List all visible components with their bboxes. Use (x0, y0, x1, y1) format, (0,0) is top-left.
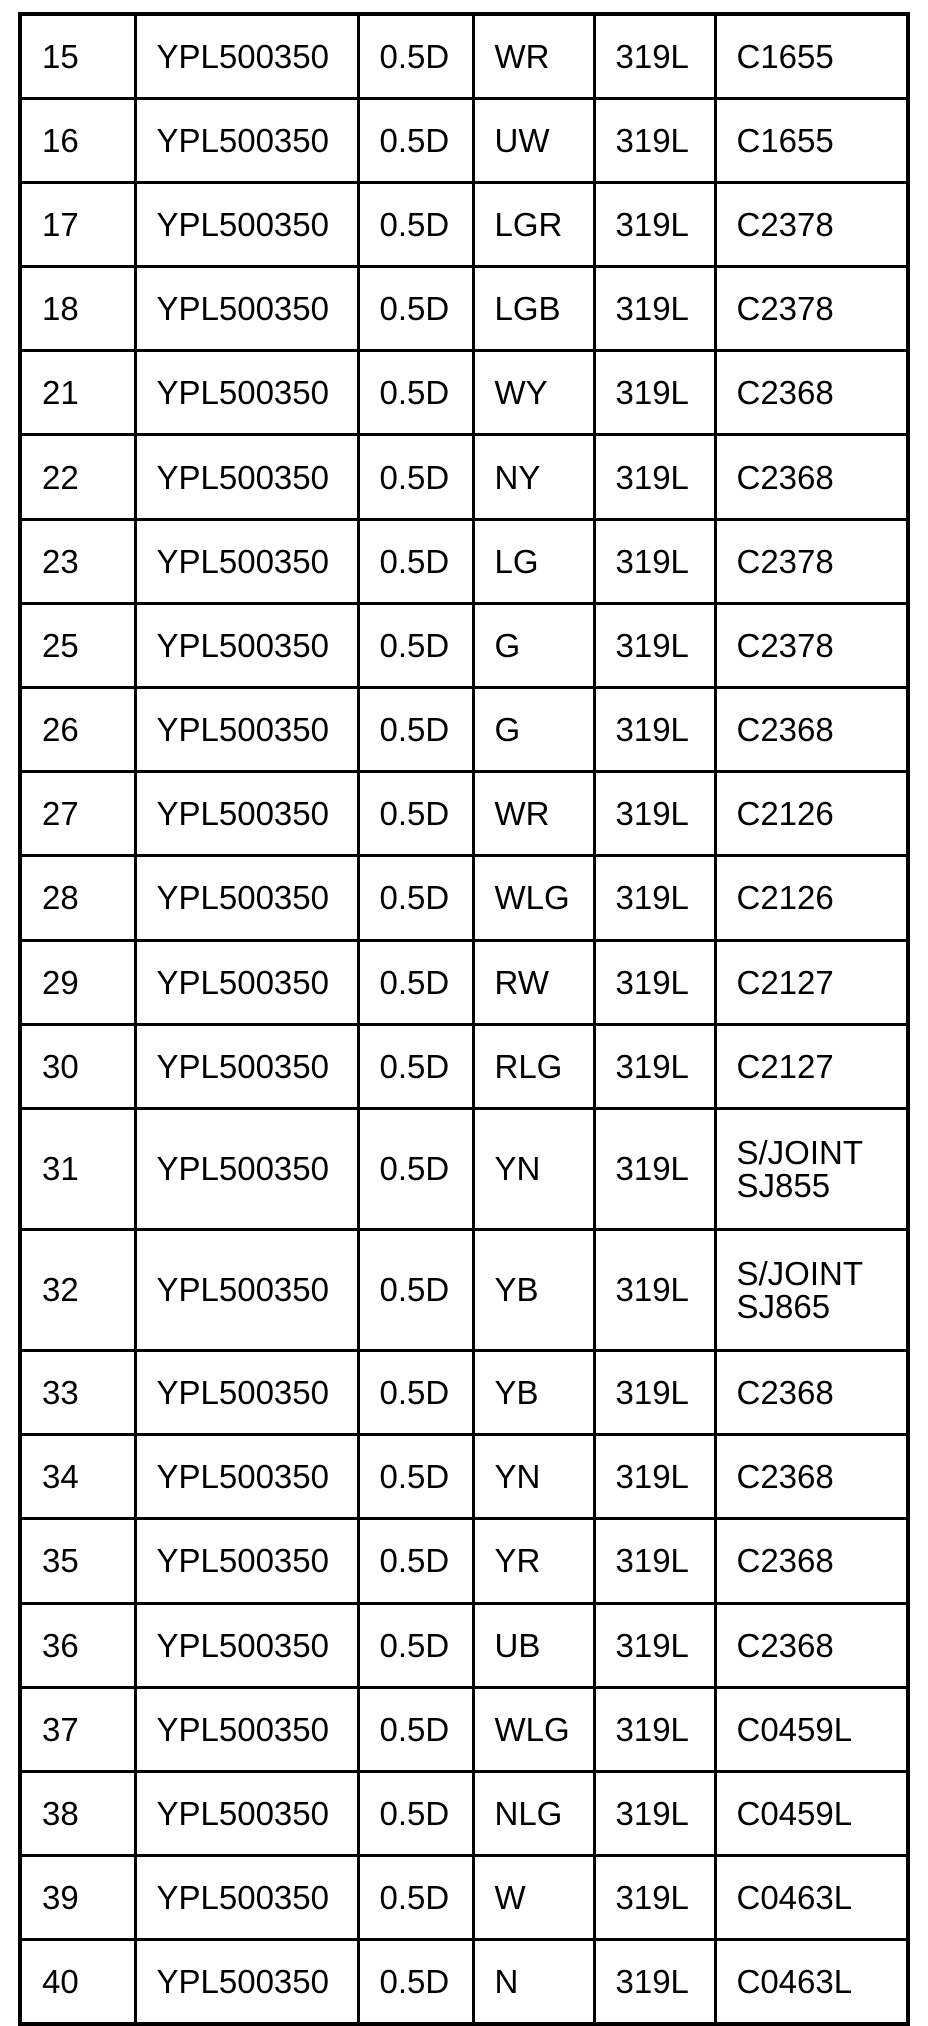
cell-destination: C0463L (715, 1856, 908, 1940)
cell-destination: C2368 (715, 1350, 908, 1434)
cell-wire-size: 0.5D (358, 1229, 473, 1350)
cell-wire-color: G (473, 603, 594, 687)
cell-row-number: 38 (20, 1771, 135, 1855)
cell-destination: C2378 (715, 519, 908, 603)
table-row (20, 1771, 908, 1855)
cell-wire-color: YN (473, 1108, 594, 1229)
cell-destination: C2368 (715, 1603, 908, 1687)
cell-part-number: YPL500350 (135, 267, 358, 351)
cell-part-number: YPL500350 (135, 1603, 358, 1687)
cell-row-number: 21 (20, 351, 135, 435)
table-row (20, 688, 908, 772)
cell-wire-size: 0.5D (358, 1940, 473, 2024)
cell-row-number: 16 (20, 98, 135, 182)
wire-table (18, 12, 910, 2026)
cell-part-number: YPL500350 (135, 1229, 358, 1350)
table-row (20, 1350, 908, 1434)
cell-wire-color: NY (473, 435, 594, 519)
cell-row-number: 30 (20, 1024, 135, 1108)
table-row (20, 1940, 908, 2024)
cell-wire-size: 0.5D (358, 772, 473, 856)
cell-row-number: 34 (20, 1435, 135, 1519)
cell-code: 319L (594, 1108, 715, 1229)
cell-destination (715, 1108, 908, 1229)
cell-destination: C2378 (715, 267, 908, 351)
table-row (20, 1435, 908, 1519)
cell-wire-color: WLG (473, 1687, 594, 1771)
cell-wire-size: 0.5D (358, 1687, 473, 1771)
cell-wire-size: 0.5D (358, 182, 473, 266)
table-row (20, 856, 908, 940)
cell-part-number: YPL500350 (135, 1108, 358, 1229)
cell-wire-size: 0.5D (358, 856, 473, 940)
cell-destination: C0459L (715, 1771, 908, 1855)
cell-row-number: 17 (20, 182, 135, 266)
cell-part-number: YPL500350 (135, 856, 358, 940)
cell-wire-size: 0.5D (358, 1771, 473, 1855)
cell-code: 319L (594, 1771, 715, 1855)
cell-part-number: YPL500350 (135, 519, 358, 603)
cell-destination: C2126 (715, 772, 908, 856)
cell-part-number: YPL500350 (135, 351, 358, 435)
cell-destination: C2368 (715, 435, 908, 519)
table-row (20, 1024, 908, 1108)
cell-part-number: YPL500350 (135, 1350, 358, 1434)
table-row (20, 1519, 908, 1603)
cell-destination (715, 1229, 908, 1350)
cell-part-number: YPL500350 (135, 98, 358, 182)
table-row (20, 772, 908, 856)
cell-destination: C2127 (715, 1024, 908, 1108)
cell-code: 319L (594, 940, 715, 1024)
destination-line: S/JOINT (736, 1133, 864, 1171)
destination-line: SJ865 (736, 1287, 831, 1325)
cell-wire-size: 0.5D (358, 688, 473, 772)
cell-part-number: YPL500350 (135, 1856, 358, 1940)
cell-row-number: 35 (20, 1519, 135, 1603)
cell-wire-size: 0.5D (358, 1024, 473, 1108)
cell-wire-size: 0.5D (358, 1350, 473, 1434)
cell-destination: C2368 (715, 688, 908, 772)
cell-part-number: YPL500350 (135, 14, 358, 98)
cell-code: 319L (594, 1435, 715, 1519)
cell-wire-size: 0.5D (358, 1603, 473, 1687)
cell-code: 319L (594, 1940, 715, 2024)
cell-wire-color: YB (473, 1229, 594, 1350)
cell-row-number: 39 (20, 1856, 135, 1940)
cell-row-number: 33 (20, 1350, 135, 1434)
cell-part-number: YPL500350 (135, 940, 358, 1024)
cell-wire-color: RLG (473, 1024, 594, 1108)
table-row (20, 98, 908, 182)
cell-destination: C2126 (715, 856, 908, 940)
cell-wire-size: 0.5D (358, 1519, 473, 1603)
cell-wire-color: WR (473, 772, 594, 856)
table-row (20, 351, 908, 435)
cell-wire-color: WY (473, 351, 594, 435)
table-row (20, 267, 908, 351)
table-row (20, 519, 908, 603)
cell-wire-color: N (473, 1940, 594, 2024)
cell-part-number: YPL500350 (135, 1024, 358, 1108)
cell-wire-color: WLG (473, 856, 594, 940)
cell-destination: C2378 (715, 182, 908, 266)
cell-destination: C2368 (715, 1435, 908, 1519)
cell-destination: C0463L (715, 1940, 908, 2024)
cell-row-number: 25 (20, 603, 135, 687)
cell-code: 319L (594, 1856, 715, 1940)
cell-wire-size: 0.5D (358, 940, 473, 1024)
cell-part-number: YPL500350 (135, 688, 358, 772)
cell-destination: C2378 (715, 603, 908, 687)
cell-row-number: 36 (20, 1603, 135, 1687)
cell-code: 319L (594, 1519, 715, 1603)
cell-code: 319L (594, 14, 715, 98)
cell-row-number: 32 (20, 1229, 135, 1350)
table-row (20, 182, 908, 266)
table-row (20, 14, 908, 98)
cell-row-number: 37 (20, 1687, 135, 1771)
cell-destination: C1655 (715, 98, 908, 182)
table-row (20, 435, 908, 519)
cell-part-number: YPL500350 (135, 603, 358, 687)
cell-code: 319L (594, 772, 715, 856)
cell-code: 319L (594, 182, 715, 266)
cell-wire-size: 0.5D (358, 267, 473, 351)
cell-wire-size: 0.5D (358, 98, 473, 182)
cell-row-number: 23 (20, 519, 135, 603)
cell-code: 319L (594, 1229, 715, 1350)
cell-wire-color: UB (473, 1603, 594, 1687)
table-row (20, 1856, 908, 1940)
cell-code: 319L (594, 435, 715, 519)
cell-wire-color: YB (473, 1350, 594, 1434)
table-row (20, 940, 908, 1024)
table-row (20, 1687, 908, 1771)
cell-part-number: YPL500350 (135, 435, 358, 519)
cell-code: 319L (594, 603, 715, 687)
cell-part-number: YPL500350 (135, 1519, 358, 1603)
cell-row-number: 18 (20, 267, 135, 351)
table-body (20, 14, 908, 2024)
cell-row-number: 40 (20, 1940, 135, 2024)
cell-part-number: YPL500350 (135, 1771, 358, 1855)
cell-part-number: YPL500350 (135, 1435, 358, 1519)
destination-line: S/JOINT (736, 1254, 864, 1292)
cell-wire-color: RW (473, 940, 594, 1024)
cell-code: 319L (594, 856, 715, 940)
cell-code: 319L (594, 1350, 715, 1434)
cell-wire-color: LG (473, 519, 594, 603)
cell-wire-color: NLG (473, 1771, 594, 1855)
cell-wire-size: 0.5D (358, 1435, 473, 1519)
cell-code: 319L (594, 688, 715, 772)
cell-wire-color: G (473, 688, 594, 772)
cell-code: 319L (594, 351, 715, 435)
cell-destination: C2127 (715, 940, 908, 1024)
cell-row-number: 29 (20, 940, 135, 1024)
cell-row-number: 27 (20, 772, 135, 856)
cell-row-number: 15 (20, 14, 135, 98)
cell-part-number: YPL500350 (135, 182, 358, 266)
cell-row-number: 22 (20, 435, 135, 519)
cell-wire-color: UW (473, 98, 594, 182)
cell-code: 319L (594, 1024, 715, 1108)
cell-row-number: 31 (20, 1108, 135, 1229)
cell-wire-size: 0.5D (358, 351, 473, 435)
cell-part-number: YPL500350 (135, 1940, 358, 2024)
cell-wire-color: W (473, 1856, 594, 1940)
cell-destination: C0459L (715, 1687, 908, 1771)
cell-code: 319L (594, 98, 715, 182)
cell-part-number: YPL500350 (135, 1687, 358, 1771)
cell-wire-color: WR (473, 14, 594, 98)
cell-destination: C1655 (715, 14, 908, 98)
cell-row-number: 26 (20, 688, 135, 772)
table-row (20, 603, 908, 687)
table-row (20, 1229, 908, 1350)
cell-wire-size: 0.5D (358, 435, 473, 519)
cell-wire-size: 0.5D (358, 14, 473, 98)
cell-wire-color: LGB (473, 267, 594, 351)
cell-wire-color: YR (473, 1519, 594, 1603)
cell-code: 319L (594, 519, 715, 603)
destination-line: SJ855 (736, 1166, 831, 1204)
cell-code: 319L (594, 1687, 715, 1771)
table-row (20, 1603, 908, 1687)
cell-part-number: YPL500350 (135, 772, 358, 856)
cell-wire-size: 0.5D (358, 519, 473, 603)
cell-code: 319L (594, 1603, 715, 1687)
cell-wire-size: 0.5D (358, 1108, 473, 1229)
table-row (20, 1108, 908, 1229)
cell-wire-color: YN (473, 1435, 594, 1519)
cell-wire-color: LGR (473, 182, 594, 266)
cell-row-number: 28 (20, 856, 135, 940)
cell-destination: C2368 (715, 1519, 908, 1603)
cell-destination: C2368 (715, 351, 908, 435)
cell-wire-size: 0.5D (358, 603, 473, 687)
cell-code: 319L (594, 267, 715, 351)
cell-wire-size: 0.5D (358, 1856, 473, 1940)
